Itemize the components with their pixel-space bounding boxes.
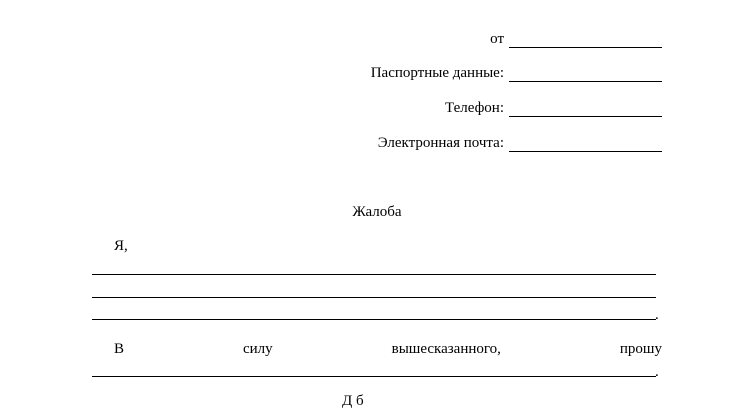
line-end-period-1: .	[655, 307, 659, 323]
request-word-2: силу	[242, 341, 273, 357]
from-label: от	[490, 31, 504, 47]
blank-line-4[interactable]	[92, 376, 656, 377]
email-label: Электронная почта:	[377, 135, 504, 151]
from-blank-line[interactable]	[509, 34, 662, 48]
document-title: Жалоба	[352, 204, 402, 220]
email-blank-line[interactable]	[509, 138, 662, 152]
blank-line-3[interactable]	[92, 319, 656, 320]
cut-off-text-row	[0, 392, 700, 409]
request-word-1: В	[114, 341, 125, 357]
blank-line-1[interactable]	[92, 274, 656, 275]
request-word-3: вышесказанного,	[391, 341, 501, 357]
passport-field	[371, 64, 662, 82]
phone-field	[445, 99, 662, 117]
intro-word: Я,	[114, 238, 128, 254]
passport-label: Паспортные данные:	[370, 65, 504, 81]
email-field	[378, 134, 662, 152]
phone-label: Телефон:	[445, 100, 504, 116]
blank-line-2[interactable]	[92, 297, 656, 298]
passport-blank-line[interactable]	[509, 68, 662, 82]
line-end-period-2: .	[655, 364, 659, 380]
from-field	[490, 30, 662, 48]
cut-off-text: Д б	[342, 393, 364, 409]
phone-blank-line[interactable]	[509, 103, 662, 117]
request-line	[114, 340, 662, 358]
request-word-4: прошу	[619, 341, 662, 357]
